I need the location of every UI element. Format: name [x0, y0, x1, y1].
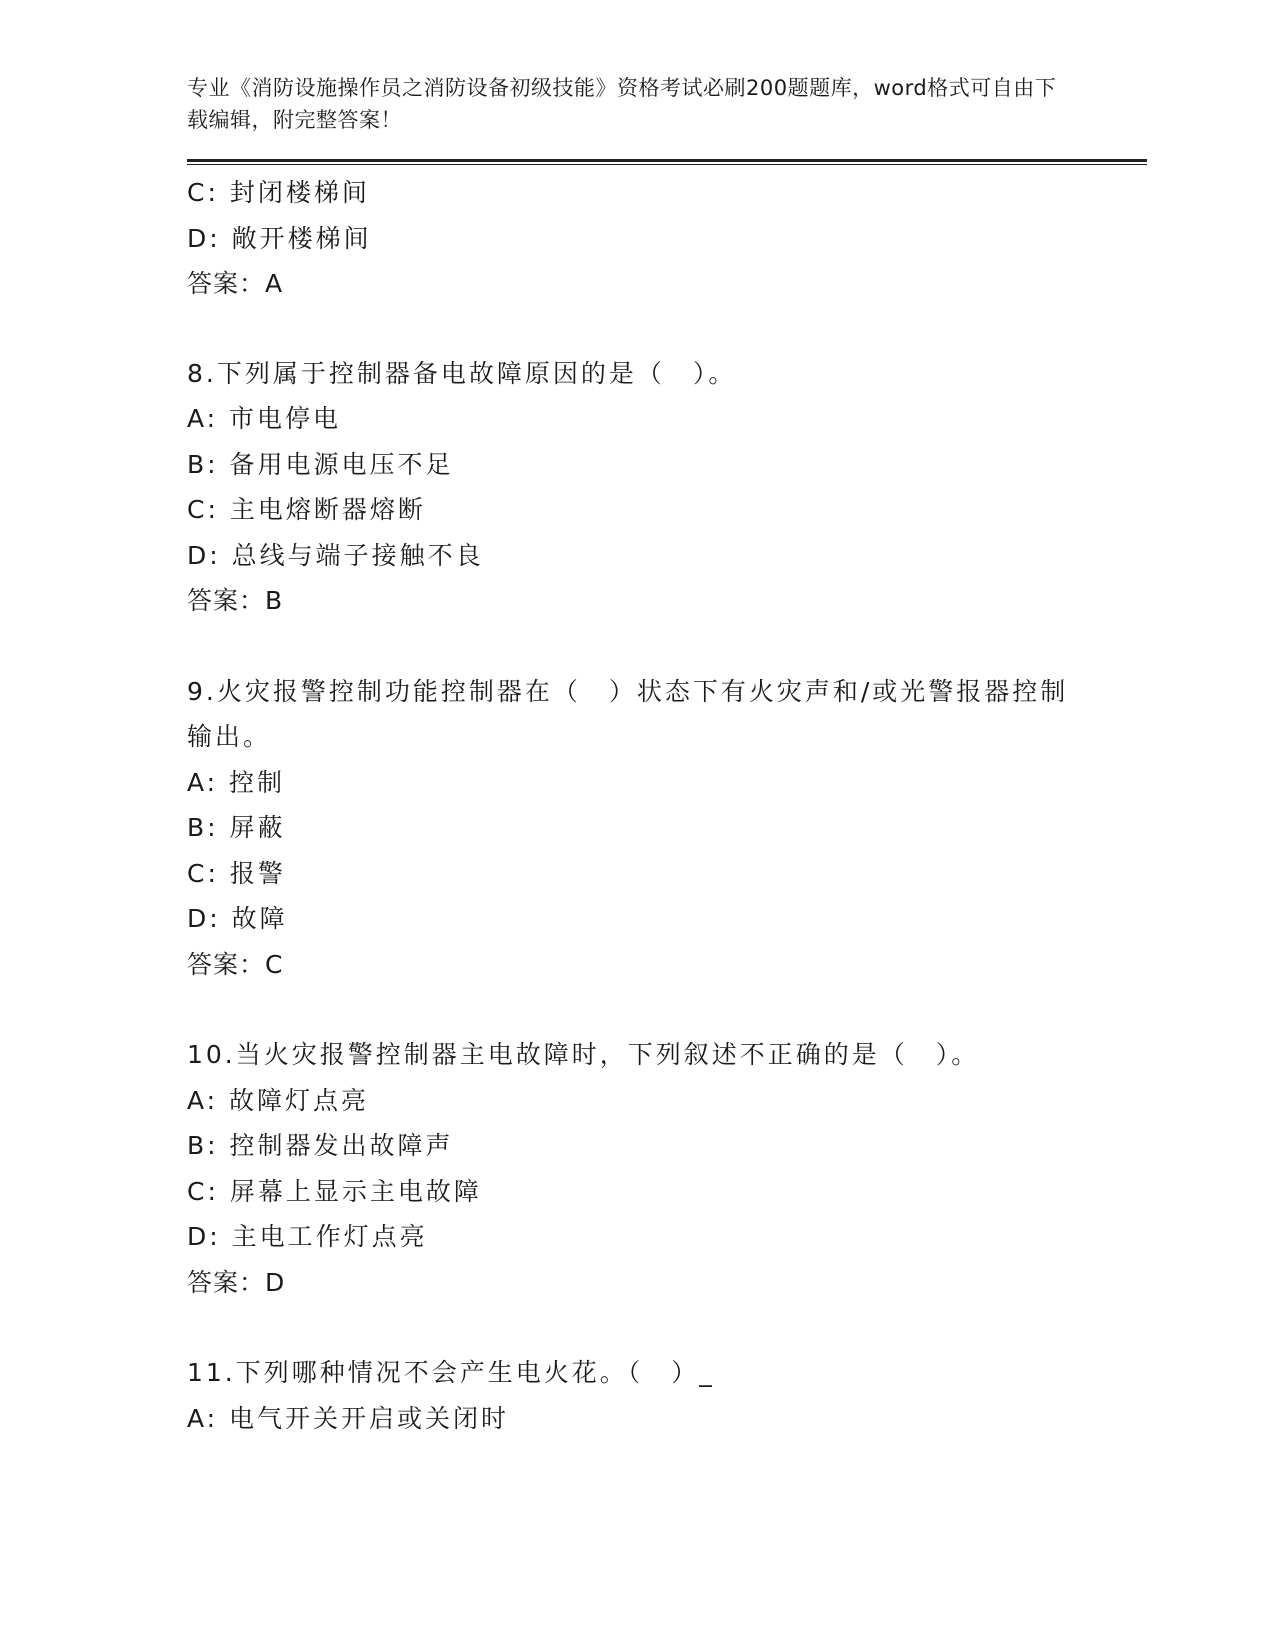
option-a: A: 市电停电 — [187, 404, 342, 433]
option-c: C: 报警 — [187, 858, 286, 888]
option-d: D: 故障 — [187, 904, 288, 933]
question-9 — [187, 669, 1147, 988]
spacer — [187, 1305, 1147, 1350]
question-list — [187, 170, 1147, 1441]
option-d: D: 主电工作灯点亮 — [187, 1222, 428, 1251]
question-8 — [187, 351, 1147, 624]
spacer — [187, 624, 1147, 669]
question-text: 8.下列属于控制器备电故障原因的是（ ）。 — [187, 358, 737, 388]
document-page — [187, 72, 1147, 1441]
option-b: B: 备用电源电压不足 — [187, 449, 454, 479]
question-text: 9.火灾报警控制功能控制器在（ ）状态下有火灾声和/或光警报器控制输出。 — [187, 676, 1069, 751]
spacer — [187, 307, 1147, 351]
option-d: D: 敞开楼梯间 — [187, 223, 372, 253]
option-c: C: 屏幕上显示主电故障 — [187, 1176, 482, 1206]
option-d: D: 总线与端子接触不良 — [187, 540, 484, 570]
spacer — [187, 987, 1147, 1032]
header-divider — [187, 159, 1147, 162]
option-a: A: 故障灯点亮 — [187, 1085, 370, 1115]
answer: 答案：C — [187, 949, 284, 979]
option-c: C: 封闭楼梯间 — [187, 178, 370, 207]
question-7-continued — [187, 170, 1147, 307]
document-header: 专业《消防设施操作员之消防设备初级技能》资格考试必刷200题题库，word格式可自由下载编辑，附完整答案！ — [187, 76, 1057, 132]
question-11 — [187, 1350, 1147, 1441]
question-10 — [187, 1032, 1147, 1305]
option-a: A: 控制 — [187, 767, 286, 797]
answer: 答案：D — [187, 1267, 286, 1297]
answer: 答案：A — [187, 269, 284, 298]
option-b: B: 屏蔽 — [187, 813, 286, 842]
option-c: C: 主电熔断器熔断 — [187, 495, 426, 524]
option-b: B: 控制器发出故障声 — [187, 1131, 454, 1160]
option-a: A: 电气开关开启或关闭时 — [187, 1403, 510, 1433]
question-text: 11.下列哪种情况不会产生电火花。（ ）_ — [187, 1358, 715, 1387]
question-text: 10.当火灾报警控制器主电故障时，下列叙述不正确的是（ ）。 — [187, 1040, 980, 1069]
answer: 答案：B — [187, 586, 284, 615]
